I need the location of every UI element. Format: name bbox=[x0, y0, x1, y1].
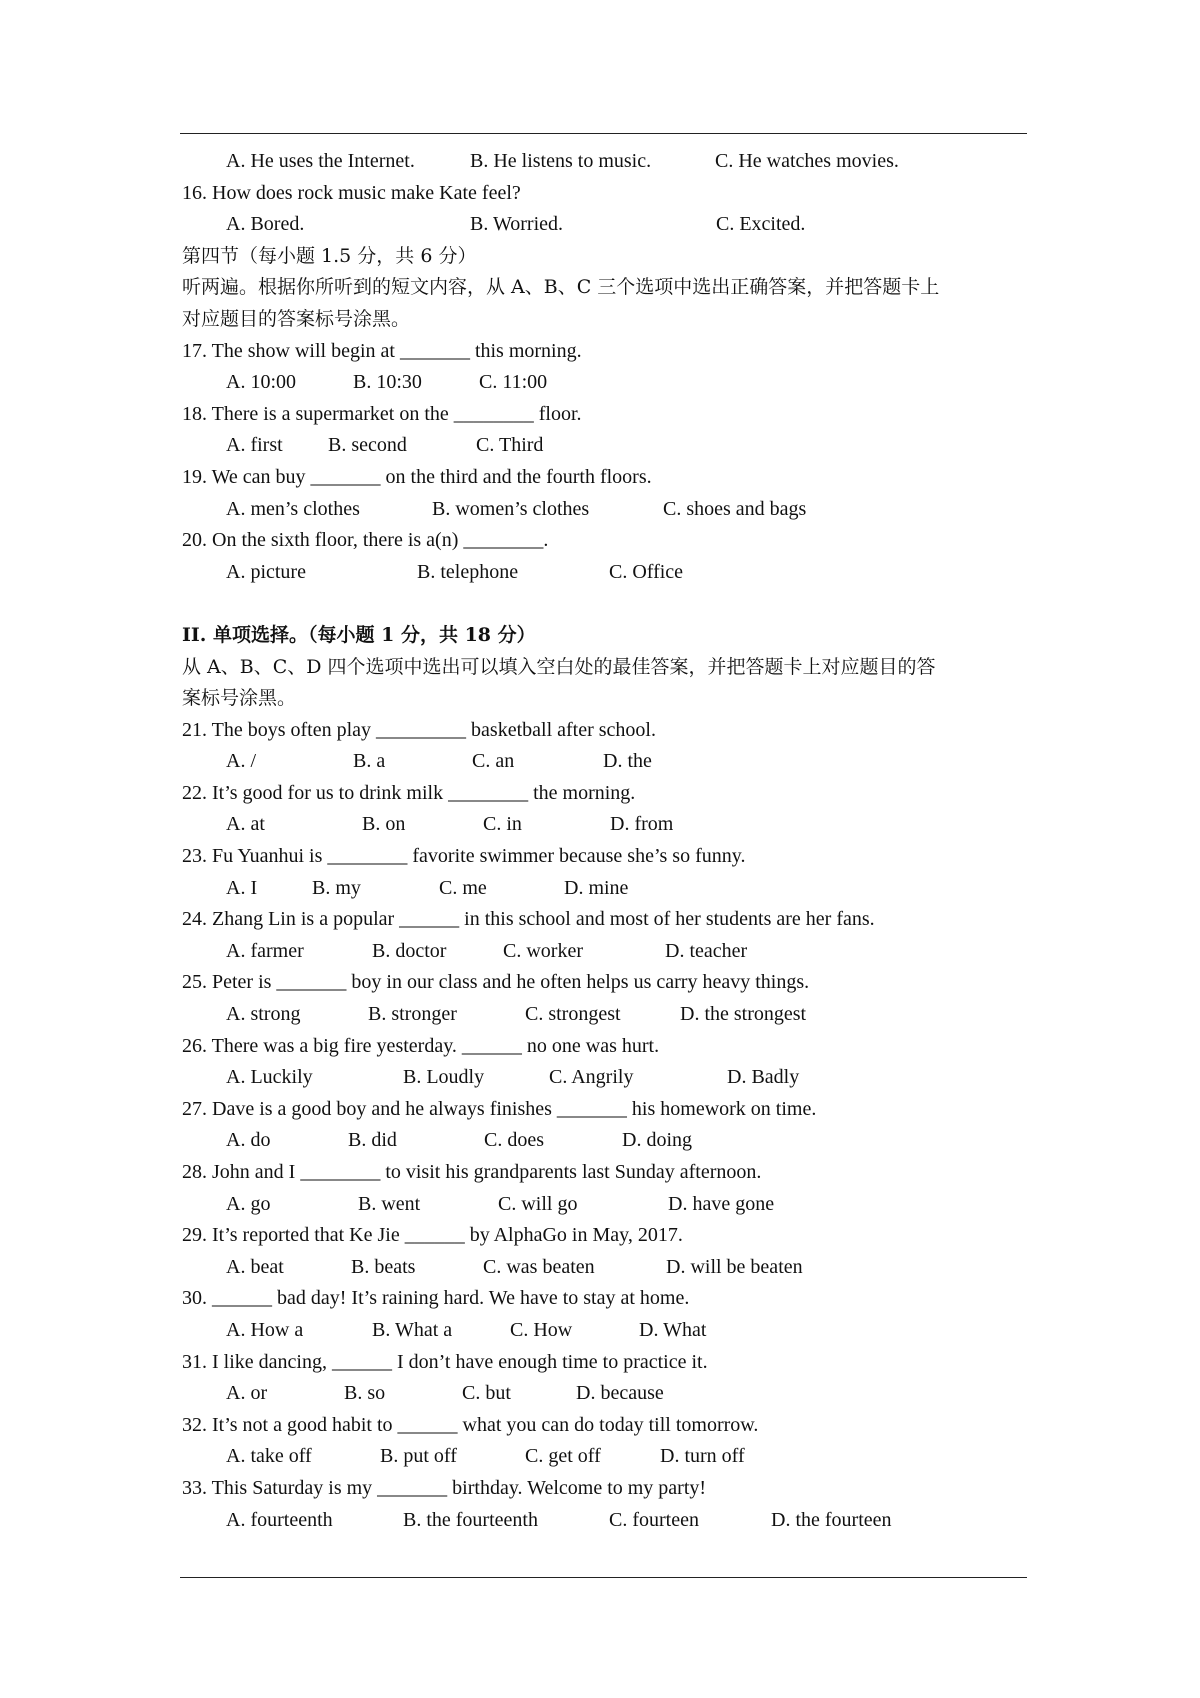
q24-options bbox=[182, 936, 1027, 968]
option-a: A. He uses the Internet. bbox=[226, 150, 415, 172]
question-26: 26. There was a big fire yesterday. ______ no one was hurt. bbox=[182, 1034, 660, 1057]
option-a: A. How a bbox=[226, 1318, 304, 1341]
question-18: 18. There is a supermarket on the ________ floor. bbox=[182, 402, 582, 425]
q26-options bbox=[182, 1062, 1027, 1094]
question-24: 24. Zhang Lin is a popular ______ in this school and most of her students are her fans. bbox=[182, 908, 875, 931]
option-b: B. doctor bbox=[372, 939, 447, 962]
option-a: A. Luckily bbox=[226, 1066, 313, 1089]
option-a: A. fourteenth bbox=[226, 1508, 333, 1531]
option-c: C. 11:00 bbox=[479, 371, 548, 394]
question-22: 22. It’s good for us to drink milk ________ the morning. bbox=[182, 781, 636, 804]
question-31: 31. I like dancing, ______ I don’t have enough time to practice it. bbox=[182, 1350, 708, 1373]
option-a: A. I bbox=[226, 876, 258, 899]
option-c: C. strongest bbox=[525, 1003, 621, 1026]
option-a: A. go bbox=[226, 1192, 271, 1215]
option-c: C. shoes and bags bbox=[663, 497, 807, 520]
q18-options bbox=[182, 430, 1027, 462]
option-b: B. put off bbox=[380, 1445, 457, 1468]
option-a: A. beat bbox=[226, 1255, 284, 1278]
q30-options bbox=[182, 1315, 1027, 1347]
option-d: D. because bbox=[576, 1382, 664, 1405]
option-c: C. Office bbox=[609, 560, 684, 583]
option-c: C. but bbox=[462, 1382, 511, 1405]
option-b: B. Loudly bbox=[403, 1066, 485, 1089]
option-c: C. Excited. bbox=[716, 213, 806, 236]
option-c: C. does bbox=[484, 1129, 544, 1152]
question-21: 21. The boys often play _________ basketball after school. bbox=[182, 718, 656, 741]
option-c: C. fourteen bbox=[609, 1508, 699, 1531]
section-4-instruction-line1: 听两遍。根据你所听到的短文内容，从 A、B、C 三个选项中选出正确答案，并把答题卡上 bbox=[182, 276, 940, 299]
option-c: C. will go bbox=[498, 1192, 578, 1215]
option-d: D. teacher bbox=[665, 939, 748, 962]
q23-options bbox=[182, 873, 1027, 905]
option-a: A. men’s clothes bbox=[226, 497, 360, 520]
option-a: A. 10:00 bbox=[226, 371, 296, 394]
q19-options bbox=[182, 494, 1027, 526]
option-b: B. on bbox=[362, 813, 406, 836]
q17-options bbox=[182, 367, 1027, 399]
option-d: D. What bbox=[639, 1318, 707, 1341]
question-17: 17. The show will begin at _______ this morning. bbox=[182, 339, 582, 362]
question-28: 28. John and I ________ to visit his grandparents last Sunday afternoon. bbox=[182, 1161, 762, 1183]
option-b: B. women’s clothes bbox=[432, 497, 590, 520]
option-a: A. do bbox=[226, 1129, 271, 1152]
option-b: B. 10:30 bbox=[353, 371, 422, 394]
option-b: B. Worried. bbox=[470, 213, 564, 236]
option-a: A. take off bbox=[226, 1445, 312, 1468]
q31-options bbox=[182, 1378, 1027, 1410]
option-c: C. Third bbox=[476, 434, 544, 457]
option-c: C. me bbox=[439, 876, 487, 899]
q33-options bbox=[182, 1505, 1027, 1537]
q32-options bbox=[182, 1441, 1027, 1473]
option-b: B. He listens to music. bbox=[470, 150, 652, 172]
option-b: B. my bbox=[312, 876, 361, 899]
option-c: C. was beaten bbox=[483, 1255, 595, 1278]
option-b: B. so bbox=[344, 1382, 386, 1405]
option-b: B. went bbox=[358, 1192, 421, 1215]
footer-rule bbox=[180, 1577, 1027, 1578]
part-2-instruction-line1: 从 A、B、C、D 四个选项中选出可以填入空白处的最佳答案，并把答题卡上对应题目的答 bbox=[182, 655, 936, 678]
option-d: D. from bbox=[610, 813, 674, 836]
option-b: B. second bbox=[328, 434, 407, 457]
option-c: C. He watches movies. bbox=[715, 150, 899, 172]
q28-options bbox=[182, 1189, 1027, 1221]
q16-options bbox=[182, 209, 1027, 241]
option-d: D. mine bbox=[564, 876, 629, 899]
option-a: A. farmer bbox=[226, 939, 304, 962]
option-d: D. the strongest bbox=[680, 1003, 807, 1026]
question-23: 23. Fu Yuanhui is ________ favorite swimmer because she’s so funny. bbox=[182, 845, 746, 868]
header-rule bbox=[180, 133, 1027, 134]
option-c: C. get off bbox=[525, 1445, 601, 1468]
option-b: B. stronger bbox=[368, 1003, 457, 1026]
option-d: D. Badly bbox=[727, 1066, 800, 1089]
option-b: B. a bbox=[353, 750, 386, 773]
question-16: 16. How does rock music make Kate feel? bbox=[182, 181, 521, 204]
option-d: D. will be beaten bbox=[666, 1255, 803, 1278]
question-19: 19. We can buy _______ on the third and the fourth floors. bbox=[182, 465, 652, 488]
option-a: A. at bbox=[226, 813, 265, 836]
option-c: C. worker bbox=[503, 939, 583, 962]
option-a: A. strong bbox=[226, 1003, 301, 1026]
q22-options bbox=[182, 809, 1027, 841]
question-33: 33. This Saturday is my _______ birthday. Welcome to my party! bbox=[182, 1476, 707, 1499]
option-a: A. first bbox=[226, 434, 283, 457]
q15-options bbox=[182, 146, 1027, 178]
q29-options bbox=[182, 1252, 1027, 1284]
option-c: C. Angrily bbox=[549, 1066, 634, 1089]
section-4-instruction-line2: 对应题目的答案标号涂黑。 bbox=[182, 307, 411, 330]
part-2-title: II. 单项选择。（每小题 1 分，共 18 分） bbox=[182, 623, 536, 646]
question-30: 30. ______ bad day! It’s raining hard. We have to stay at home. bbox=[182, 1287, 690, 1310]
section-gap bbox=[182, 588, 1027, 620]
question-29: 29. It’s reported that Ke Jie ______ by AlphaGo in May, 2017. bbox=[182, 1224, 683, 1247]
option-a: A. / bbox=[226, 750, 256, 773]
option-c: C. an bbox=[472, 750, 515, 773]
option-b: B. What a bbox=[372, 1318, 453, 1341]
option-b: B. telephone bbox=[417, 560, 519, 583]
option-b: B. the fourteenth bbox=[403, 1508, 538, 1531]
option-c: C. How bbox=[510, 1318, 573, 1341]
option-d: D. have gone bbox=[668, 1192, 775, 1215]
question-32: 32. It’s not a good habit to ______ what you can do today till tomorrow. bbox=[182, 1413, 759, 1436]
exam-page-content bbox=[182, 146, 1027, 1536]
q27-options bbox=[182, 1125, 1027, 1157]
question-25: 25. Peter is _______ boy in our class and he often helps us carry heavy things. bbox=[182, 971, 810, 994]
question-27: 27. Dave is a good boy and he always finishes _______ his homework on time. bbox=[182, 1097, 817, 1120]
option-b: B. did bbox=[348, 1129, 397, 1152]
option-a: A. picture bbox=[226, 560, 306, 583]
option-d: D. the fourteen bbox=[771, 1508, 892, 1531]
option-d: D. the bbox=[603, 750, 652, 773]
option-d: D. turn off bbox=[660, 1445, 745, 1468]
option-c: C. in bbox=[483, 813, 522, 836]
q21-options bbox=[182, 746, 1027, 778]
q20-options bbox=[182, 557, 1027, 589]
option-a: A. Bored. bbox=[226, 213, 305, 236]
part-2-instruction-line2: 案标号涂黑。 bbox=[182, 687, 297, 710]
q25-options bbox=[182, 999, 1027, 1031]
option-a: A. or bbox=[226, 1382, 268, 1405]
section-4-title: 第四节（每小题 1.5 分，共 6 分） bbox=[182, 244, 477, 267]
option-b: B. beats bbox=[351, 1255, 416, 1278]
question-20: 20. On the sixth floor, there is a(n) ________. bbox=[182, 529, 549, 552]
option-d: D. doing bbox=[622, 1129, 692, 1152]
